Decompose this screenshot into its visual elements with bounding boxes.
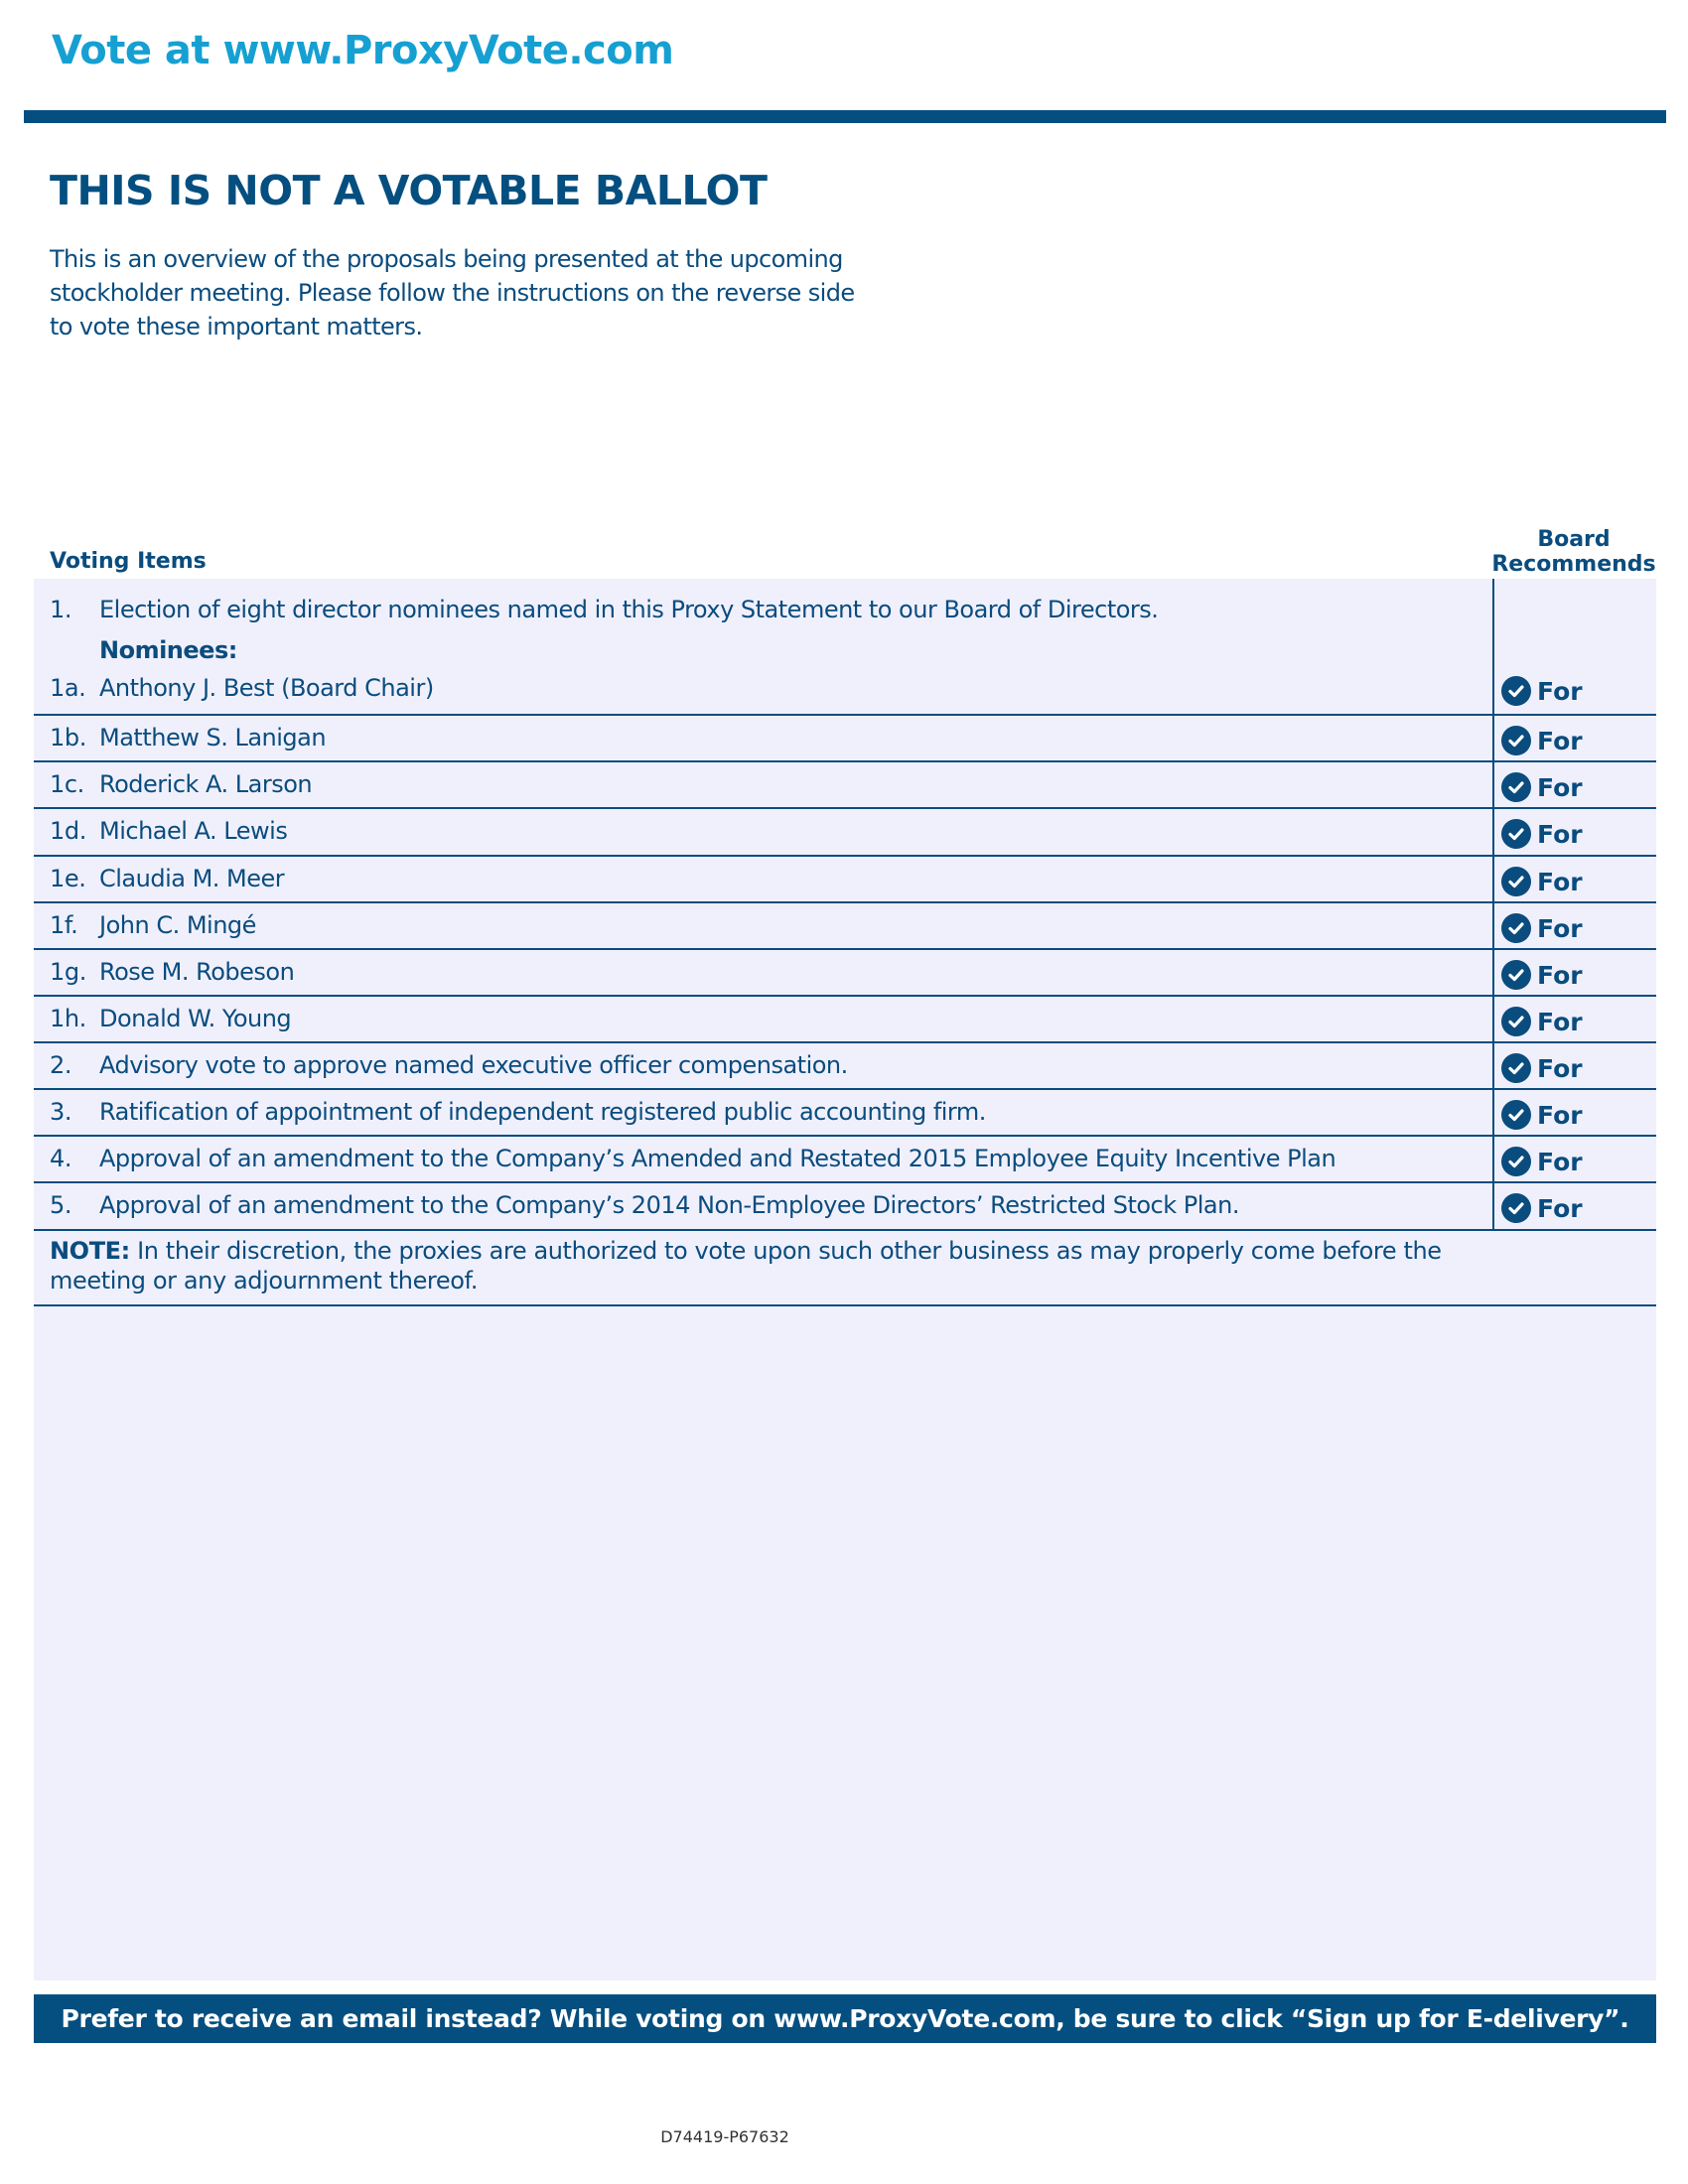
board-recommendation	[1501, 913, 1583, 943]
check-circle-icon	[1501, 1147, 1531, 1176]
table-row	[34, 809, 1656, 857]
note-text: In their discretion, the proxies are authorized to vote upon such other business as may properly come before the meeting or any adjournment thereof.	[50, 1237, 1442, 1295]
note-divider	[34, 1304, 1656, 1306]
recommendation-label: For	[1537, 913, 1583, 943]
item-number: 2.	[50, 1051, 72, 1079]
board-recommends-header	[1489, 527, 1658, 577]
item-text: Anthony J. Best (Board Chair)	[99, 674, 434, 702]
recommendation-label: For	[1537, 772, 1583, 802]
table-row	[34, 997, 1656, 1043]
recommendation-label: For	[1537, 676, 1583, 706]
item-number: 1.	[50, 596, 72, 623]
item-text: Advisory vote to approve named executive officer compensation.	[99, 1051, 848, 1079]
item-number: 1d.	[50, 817, 86, 845]
table-row	[34, 950, 1656, 997]
item-number: 1b.	[50, 724, 86, 751]
board-recommendation	[1501, 1147, 1583, 1176]
board-recommendation	[1501, 726, 1583, 755]
table-row	[34, 857, 1656, 903]
item-text: Roderick A. Larson	[99, 770, 313, 798]
note-label: NOTE:	[50, 1237, 130, 1265]
item-number: 1f.	[50, 911, 78, 939]
board-recommendation	[1501, 1100, 1583, 1130]
board-recommendation	[1501, 867, 1583, 896]
recommendation-label: For	[1537, 960, 1583, 990]
edelivery-banner	[34, 1994, 1656, 2043]
check-circle-icon	[1501, 819, 1531, 849]
item-text: Matthew S. Lanigan	[99, 724, 327, 751]
check-circle-icon	[1501, 676, 1531, 706]
board-recommendation	[1501, 1007, 1583, 1036]
vote-link[interactable]: Vote at www.ProxyVote.com	[52, 28, 674, 73]
item-text: Approval of an amendment to the Company’s 2014 Non-Employee Directors’ Restricted Stock Plan.	[99, 1191, 1239, 1219]
board-header-line2: Recommends	[1491, 552, 1656, 577]
document-code: D74419-P67632	[660, 2127, 789, 2146]
recommendation-label: For	[1537, 726, 1583, 755]
voting-items-header: Voting Items	[50, 549, 207, 574]
header-divider	[24, 110, 1666, 123]
check-circle-icon	[1501, 913, 1531, 943]
table-row	[34, 1090, 1656, 1137]
check-circle-icon	[1501, 867, 1531, 896]
table-row	[34, 668, 1656, 716]
table-row	[34, 903, 1656, 950]
table-row	[34, 1137, 1656, 1183]
check-circle-icon	[1501, 1193, 1531, 1223]
board-header-line1: Board	[1537, 527, 1611, 552]
item-number: 5.	[50, 1191, 72, 1219]
item-text: Donald W. Young	[99, 1005, 292, 1032]
recommendation-label: For	[1537, 1007, 1583, 1036]
item-number: 3.	[50, 1098, 72, 1126]
check-circle-icon	[1501, 960, 1531, 990]
recommendation-label: For	[1537, 1053, 1583, 1083]
board-recommendation	[1501, 819, 1583, 849]
intro-text: This is an overview of the proposals being presented at the upcoming stockholder meeting. Please follow the instructions on the reverse side to vote these important matters.	[50, 245, 855, 341]
edelivery-text: Prefer to receive an email instead? While voting on www.ProxyVote.com, be sure to click “Sign up for E-delivery”.	[61, 2004, 1629, 2033]
item-number: 1g.	[50, 958, 86, 986]
table-row	[34, 1043, 1656, 1090]
item-text: Approval of an amendment to the Company’s Amended and Restated 2015 Employee Equity Incentive Plan	[99, 1145, 1336, 1172]
note	[50, 1236, 1479, 1296]
check-circle-icon	[1501, 1100, 1531, 1130]
check-circle-icon	[1501, 726, 1531, 755]
nominees-label: Nominees:	[99, 636, 237, 664]
board-recommendation	[1501, 1193, 1583, 1223]
board-recommendation	[1501, 676, 1583, 706]
item-text: Election of eight director nominees named in this Proxy Statement to our Board of Directors.	[99, 596, 1159, 623]
item-number: 4.	[50, 1145, 72, 1172]
item-number: 1c.	[50, 770, 84, 798]
item-text: John C. Mingé	[99, 911, 256, 939]
page-title: THIS IS NOT A VOTABLE BALLOT	[50, 167, 768, 214]
board-recommendation	[1501, 772, 1583, 802]
recommendation-label: For	[1537, 1147, 1583, 1176]
check-circle-icon	[1501, 1053, 1531, 1083]
item-number: 1h.	[50, 1005, 86, 1032]
item-text: Ratification of appointment of independent registered public accounting firm.	[99, 1098, 986, 1126]
recommendation-label: For	[1537, 867, 1583, 896]
item-text: Claudia M. Meer	[99, 865, 285, 892]
table-row	[34, 762, 1656, 809]
board-recommendation	[1501, 960, 1583, 990]
item-number: 1e.	[50, 865, 86, 892]
board-recommendation	[1501, 1053, 1583, 1083]
check-circle-icon	[1501, 1007, 1531, 1036]
check-circle-icon	[1501, 772, 1531, 802]
item-text: Rose M. Robeson	[99, 958, 295, 986]
table-row	[34, 1183, 1656, 1231]
recommendation-label: For	[1537, 1193, 1583, 1223]
recommendation-label: For	[1537, 819, 1583, 849]
item-text: Michael A. Lewis	[99, 817, 288, 845]
recommendation-label: For	[1537, 1100, 1583, 1130]
item-number: 1a.	[50, 674, 86, 702]
table-row	[34, 716, 1656, 762]
